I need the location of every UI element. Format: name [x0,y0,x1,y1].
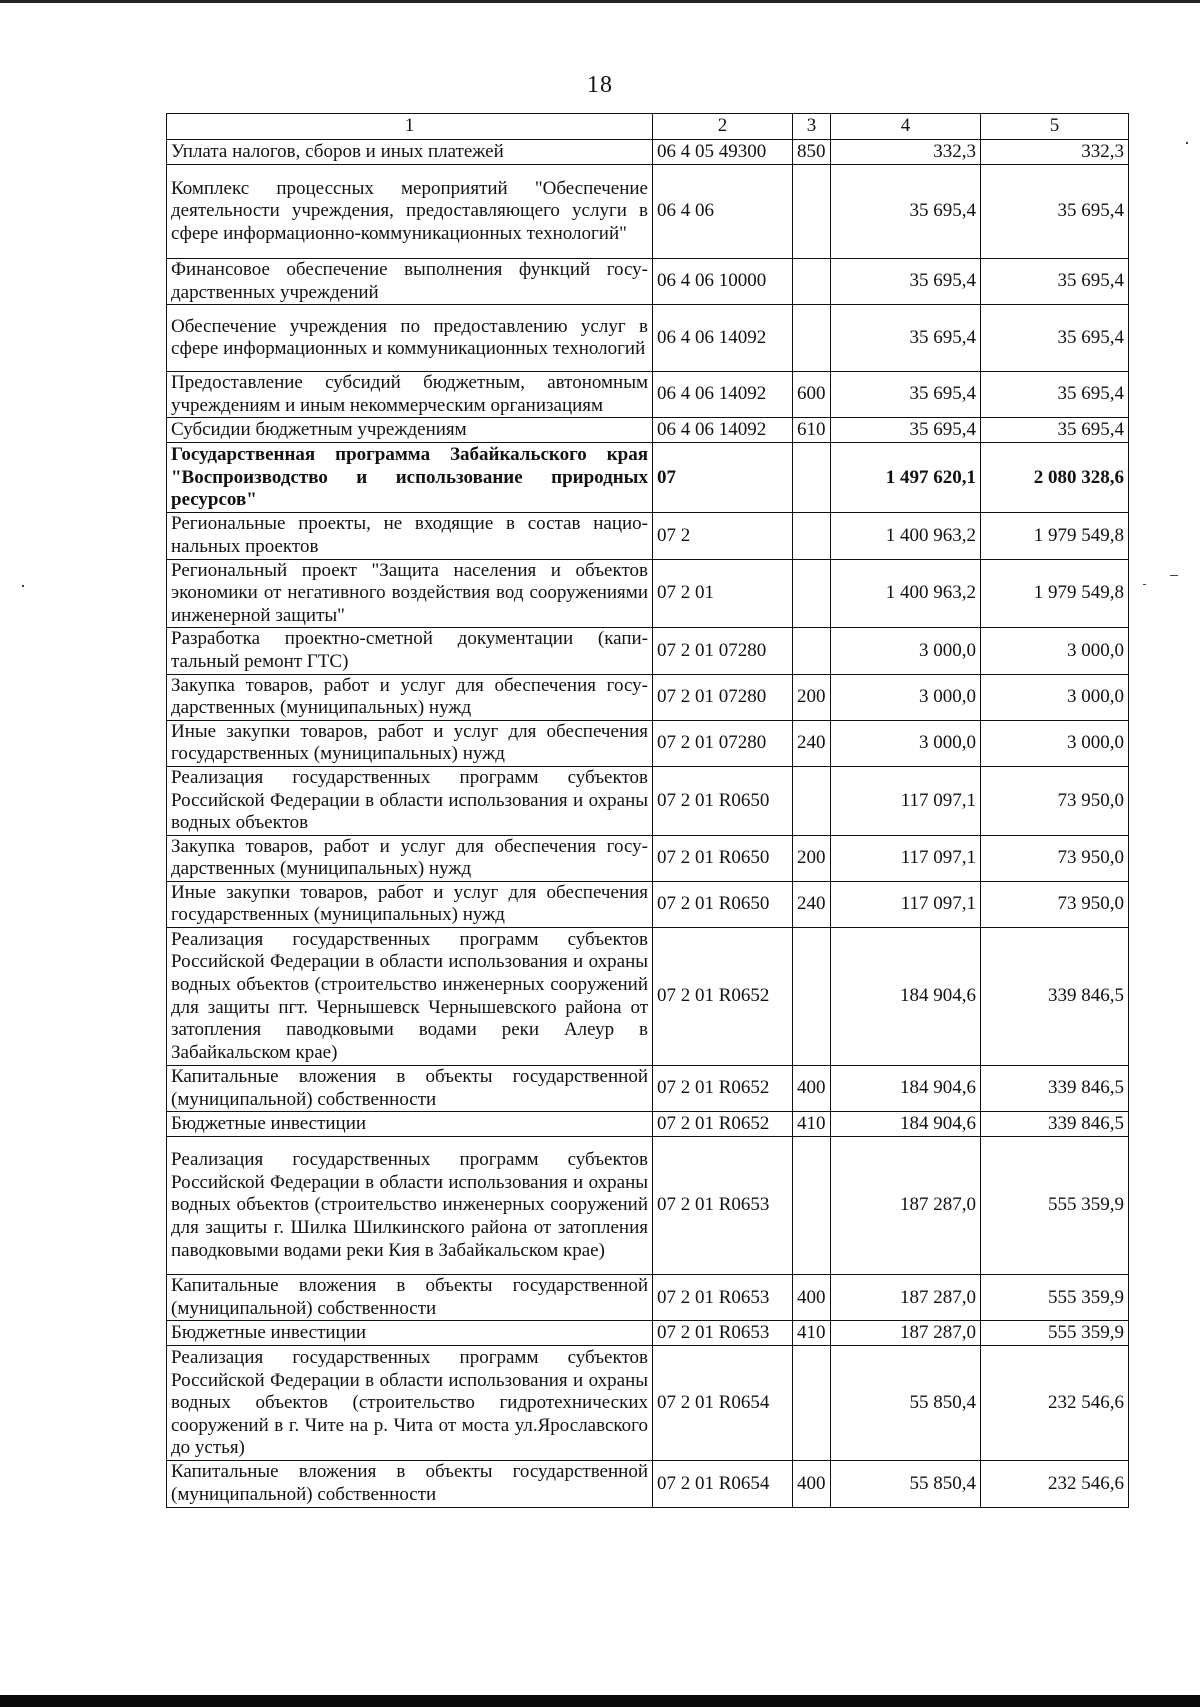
row-target-code: 07 2 01 R0654 [653,1346,793,1461]
scan-speck [1170,575,1178,576]
row-target-code: 07 2 01 07280 [653,674,793,720]
column-header: 3 [793,114,831,140]
row-target-code: 07 2 [653,513,793,559]
row-amount-col4: 187 287,0 [831,1321,981,1346]
row-amount-col5: 1 979 549,8 [981,559,1129,628]
row-target-code: 07 2 01 R0653 [653,1275,793,1321]
row-description: Разработка проектно-сметной документации (капитальный ремонт ГТС) [167,628,653,674]
row-amount-col4: 55 850,4 [831,1461,981,1507]
row-target-code: 07 2 01 [653,559,793,628]
scan-speck [22,585,24,587]
row-expense-type [793,513,831,559]
row-expense-type [793,305,831,372]
table-row [167,1461,1129,1507]
row-target-code: 07 2 01 R0653 [653,1321,793,1346]
row-expense-type: 400 [793,1066,831,1112]
table-row [167,418,1129,443]
row-target-code: 06 4 06 14092 [653,418,793,443]
row-description: Иные закупки товаров, работ и услуг для обеспечения государственных (муниципальных) нужд [167,720,653,766]
row-expense-type: 400 [793,1461,831,1507]
row-expense-type [793,766,831,835]
row-description: Предоставление субсидий бюджетным, автономным учреждениям и иным некоммерческим организациям [167,372,653,418]
row-expense-type: 410 [793,1112,831,1137]
row-amount-col4: 3 000,0 [831,674,981,720]
column-header: 5 [981,114,1129,140]
row-expense-type: 240 [793,720,831,766]
row-amount-col4: 187 287,0 [831,1275,981,1321]
row-description: Иные закупки товаров, работ и услуг для обеспечения государственных (муниципальных) нужд [167,881,653,927]
row-description: Комплекс процессных мероприятий "Обеспечение деятельности учреждения, предоставляющего услуги в сфере информационно-коммуникационных технологий" [167,165,653,259]
row-target-code: 07 2 01 R0652 [653,928,793,1066]
row-expense-type: 200 [793,674,831,720]
row-amount-col5: 73 950,0 [981,835,1129,881]
row-amount-col5: 35 695,4 [981,259,1129,305]
table-row [167,1112,1129,1137]
row-target-code: 07 2 01 R0654 [653,1461,793,1507]
row-description: Бюджетные инвестиции [167,1321,653,1346]
row-description: Региональные проекты, не входящие в состав национальных проектов [167,513,653,559]
table-row [167,674,1129,720]
scan-speck [1186,142,1188,144]
row-description: Субсидии бюджетным учреждениям [167,418,653,443]
row-expense-type: 200 [793,835,831,881]
row-amount-col4: 35 695,4 [831,418,981,443]
row-amount-col5: 73 950,0 [981,881,1129,927]
row-description: Закупка товаров, работ и услуг для обеспечения государственных (муниципальных) нужд [167,674,653,720]
row-description: Обеспечение учреждения по предоставлению услуг в сфере информационных и коммуникационных технологий [167,305,653,372]
row-amount-col4: 332,3 [831,140,981,165]
row-amount-col5: 35 695,4 [981,165,1129,259]
row-target-code: 07 2 01 R0652 [653,1066,793,1112]
row-description: Реализация государственных программ субъектов Российской Федерации в области использования и охраны водных объектов (строительство инженерных сооружений для защиты пгт. Чернышевск Чернышевского района от затопления паводковыми водами реки Алеур в Забайкальском крае) [167,928,653,1066]
column-header: 1 [167,114,653,140]
row-expense-type [793,628,831,674]
table-row [167,559,1129,628]
table-row [167,443,1129,513]
row-amount-col5: 555 359,9 [981,1321,1129,1346]
row-description: Капитальные вложения в объекты государственной (муниципальной) собственности [167,1275,653,1321]
table-row [167,165,1129,259]
row-amount-col4: 117 097,1 [831,881,981,927]
row-amount-col4: 184 904,6 [831,1112,981,1137]
row-target-code: 07 2 01 07280 [653,628,793,674]
table-row [167,513,1129,559]
row-expense-type: 400 [793,1275,831,1321]
column-header: 4 [831,114,981,140]
row-description: Реализация государственных программ субъектов Российской Федерации в области использования и охраны водных объектов (строительство гидротехнических сооружений в г. Чите на р. Чита от моста ул.Ярославского до устья) [167,1346,653,1461]
row-target-code: 07 2 01 R0653 [653,1137,793,1275]
table-row [167,835,1129,881]
table-row [167,1346,1129,1461]
scan-edge-top [0,0,1200,3]
table-row [167,305,1129,372]
table-row [167,1066,1129,1112]
row-target-code: 07 [653,443,793,513]
table-row [167,766,1129,835]
row-expense-type [793,443,831,513]
table-row [167,259,1129,305]
row-amount-col4: 1 400 963,2 [831,559,981,628]
row-description: Реализация государственных программ субъектов Российской Федерации в области использования и охраны водных объектов [167,766,653,835]
row-amount-col4: 55 850,4 [831,1346,981,1461]
row-target-code: 06 4 06 10000 [653,259,793,305]
row-amount-col5: 232 546,6 [981,1346,1129,1461]
row-target-code: 07 2 01 R0652 [653,1112,793,1137]
row-amount-col4: 184 904,6 [831,1066,981,1112]
row-target-code: 06 4 05 49300 [653,140,793,165]
row-amount-col5: 35 695,4 [981,305,1129,372]
row-target-code: 07 2 01 R0650 [653,881,793,927]
row-amount-col5: 339 846,5 [981,1066,1129,1112]
row-expense-type [793,559,831,628]
row-amount-col5: 2 080 328,6 [981,443,1129,513]
row-description: Реализация государственных программ субъектов Российской Федерации в области использования и охраны водных объектов (строительство инженерных сооружений для защиты г. Шилка Шилкинского района от затопления паводковыми водами реки Кия в Забайкальском крае) [167,1137,653,1275]
table-row [167,720,1129,766]
scan-speck [1143,584,1146,585]
row-amount-col4: 117 097,1 [831,835,981,881]
row-amount-col4: 1 400 963,2 [831,513,981,559]
budget-table [166,113,1129,1508]
row-amount-col5: 1 979 549,8 [981,513,1129,559]
row-expense-type: 240 [793,881,831,927]
table-row [167,372,1129,418]
table-row [167,1275,1129,1321]
row-description: Государственная программа Забайкальского края "Воспроизводство и использование природных ресурсов" [167,443,653,513]
row-amount-col4: 184 904,6 [831,928,981,1066]
row-expense-type: 410 [793,1321,831,1346]
table-row [167,1137,1129,1275]
row-amount-col5: 555 359,9 [981,1137,1129,1275]
row-description: Закупка товаров, работ и услуг для обеспечения государственных (муниципальных) нужд [167,835,653,881]
row-amount-col4: 35 695,4 [831,372,981,418]
table-row [167,928,1129,1066]
row-amount-col4: 3 000,0 [831,720,981,766]
row-amount-col5: 555 359,9 [981,1275,1129,1321]
row-expense-type [793,1137,831,1275]
row-description: Капитальные вложения в объекты государственной (муниципальной) собственности [167,1461,653,1507]
row-description: Капитальные вложения в объекты государственной (муниципальной) собственности [167,1066,653,1112]
row-description: Бюджетные инвестиции [167,1112,653,1137]
row-amount-col5: 3 000,0 [981,628,1129,674]
row-target-code: 07 2 01 07280 [653,720,793,766]
row-expense-type: 850 [793,140,831,165]
row-amount-col4: 1 497 620,1 [831,443,981,513]
table-row [167,628,1129,674]
row-amount-col4: 35 695,4 [831,259,981,305]
row-amount-col4: 117 097,1 [831,766,981,835]
row-amount-col5: 339 846,5 [981,1112,1129,1137]
row-target-code: 06 4 06 14092 [653,372,793,418]
row-amount-col4: 187 287,0 [831,1137,981,1275]
row-target-code: 06 4 06 [653,165,793,259]
row-expense-type: 610 [793,418,831,443]
row-amount-col5: 35 695,4 [981,418,1129,443]
row-description: Уплата налогов, сборов и иных платежей [167,140,653,165]
row-amount-col5: 339 846,5 [981,928,1129,1066]
row-target-code: 06 4 06 14092 [653,305,793,372]
row-amount-col5: 73 950,0 [981,766,1129,835]
table-row [167,1321,1129,1346]
row-amount-col5: 35 695,4 [981,372,1129,418]
row-amount-col5: 3 000,0 [981,674,1129,720]
page-number: 18 [587,72,613,98]
row-amount-col5: 332,3 [981,140,1129,165]
row-expense-type [793,165,831,259]
row-expense-type [793,259,831,305]
row-description: Региональный проект "Защита населения и объектов экономики от негативного воздействия вод сооружениями инженерной защиты" [167,559,653,628]
row-expense-type [793,1346,831,1461]
column-header: 2 [653,114,793,140]
row-amount-col4: 3 000,0 [831,628,981,674]
row-target-code: 07 2 01 R0650 [653,835,793,881]
row-expense-type: 600 [793,372,831,418]
row-amount-col5: 232 546,6 [981,1461,1129,1507]
table-header-row [167,114,1129,140]
table-row [167,881,1129,927]
row-amount-col5: 3 000,0 [981,720,1129,766]
scan-edge-bottom [0,1695,1200,1707]
table-row [167,140,1129,165]
row-amount-col4: 35 695,4 [831,305,981,372]
row-target-code: 07 2 01 R0650 [653,766,793,835]
row-expense-type [793,928,831,1066]
row-description: Финансовое обеспечение выполнения функций государственных учреждений [167,259,653,305]
row-amount-col4: 35 695,4 [831,165,981,259]
